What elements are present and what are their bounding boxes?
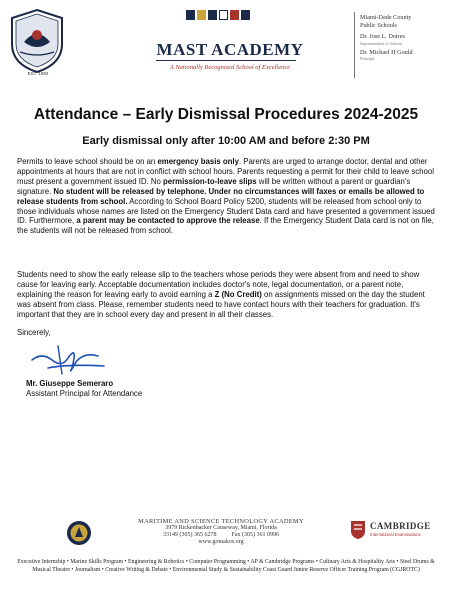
footer-website[interactable]: www.gomakos.org (198, 539, 244, 546)
signature-image (28, 338, 108, 378)
flag-6 (241, 10, 250, 20)
header-divider (354, 12, 355, 78)
paragraph-documentation (17, 270, 437, 320)
footer-contact (96, 518, 346, 547)
cambridge-subtitle: International Examinations (370, 532, 421, 537)
text-segment: According to School Board Policy 5200, students will be released from school only to those individuals whose names are listed on the Emergency Student Data card and have presented a government issued ID. Furthermore, (17, 196, 435, 226)
official-1-title: Superintendent of Schools (360, 40, 403, 46)
footer-phones: 33149 (305) 365 6278 Fax (305) 361 0996 (163, 532, 279, 539)
seal-year: EST. 1992 (27, 71, 49, 76)
header-rule (156, 60, 296, 61)
text-segment: emergency basis only (157, 157, 239, 166)
flag-1 (186, 10, 195, 20)
closing: Sincerely, (17, 328, 51, 337)
signer-name: Mr. Giuseppe Semeraro (26, 379, 114, 388)
footer-school-logo (66, 520, 92, 546)
text-segment: will be written without a parent or guardian's signature. (17, 176, 411, 196)
footer-address: 3979 Rickenbacker Causeway, Miami, Florida (165, 525, 277, 531)
signer-title: Assistant Principal for Attendance (26, 389, 143, 398)
text-segment: No student will be released by telephone. Under no circumstances will faxes or emails be allowed to release students from school. (17, 186, 425, 206)
document-subtitle: Early dismissal only after 10:00 AM and before 2:30 PM (82, 135, 370, 147)
school-tagline: A Nationally Recognized School of Excellence (169, 64, 291, 71)
text-segment: Permits to leave school should be on an (17, 157, 158, 166)
cambridge-shield-icon (350, 520, 366, 540)
text-segment: . If the Emergency Student Data card is not on file, the students will not be released from school. (17, 216, 434, 236)
flag-5 (230, 10, 239, 20)
district-block (360, 14, 450, 64)
footer-school-full-name: MARITIME AND SCIENCE TECHNOLOGY ACADEMY (138, 518, 304, 525)
document-title: Attendance – Early Dismissal Procedures 2024-2025 (33, 106, 419, 123)
school-name: MAST ACADEMY (156, 40, 304, 59)
text-segment: Z (No Credit) (214, 289, 262, 299)
nautical-flags (186, 10, 260, 20)
text-segment: on assignments missed on the day the student was absent from class. Please, remember students need to have contact hours with their teachers for graduation. It's important that they are in school every day and present in all their classes. (17, 289, 425, 319)
text-segment: . Parents are urged to arrange doctor, dental and other appointments at hours that are not in conflict with school hours. Parents requesting a permit for their child to leave school must present a government issued ID. No (17, 157, 434, 186)
official-1-name: Dr. Jose L. Dotres (360, 33, 405, 40)
text-segment: a parent may be contacted to approve the release (76, 216, 260, 226)
programs-list: Executive Internship • Marine Skills Program • Engineering & Robotics • Computer Programming • AP & Cambridge Programs • Culinary Arts & Hospitality Arts • Steel Drums & Musical Theatre • Journalism • Creative Writing & Debate • Environmental Study & Sustainability Coast Guard Junior Reserve Officer Training Program (CGJROTC) (17, 559, 435, 573)
school-seal-logo (8, 8, 66, 74)
district-line-1: Miami-Dade County (360, 14, 412, 21)
official-2-title: Principal (360, 56, 375, 61)
text-segment: Students need to show the early release slip to the teachers whose periods they were absent from and need to show cause for leaving early. Acceptable documentation includes doctor's note, legal documentation, or a parent note, explaining the reason for leaving early to avoid earning a (17, 270, 420, 299)
cambridge-wordmark: CAMBRIDGE (370, 521, 431, 531)
paragraph-permits (17, 157, 437, 236)
flag-3 (208, 10, 217, 20)
district-line-2: Public Schools (360, 21, 397, 29)
flag-2 (197, 10, 206, 20)
official-2-name: Dr. Michael H Gould (360, 48, 413, 56)
flag-4 (219, 10, 228, 20)
text-segment: permission-to-leave slips (163, 176, 257, 186)
